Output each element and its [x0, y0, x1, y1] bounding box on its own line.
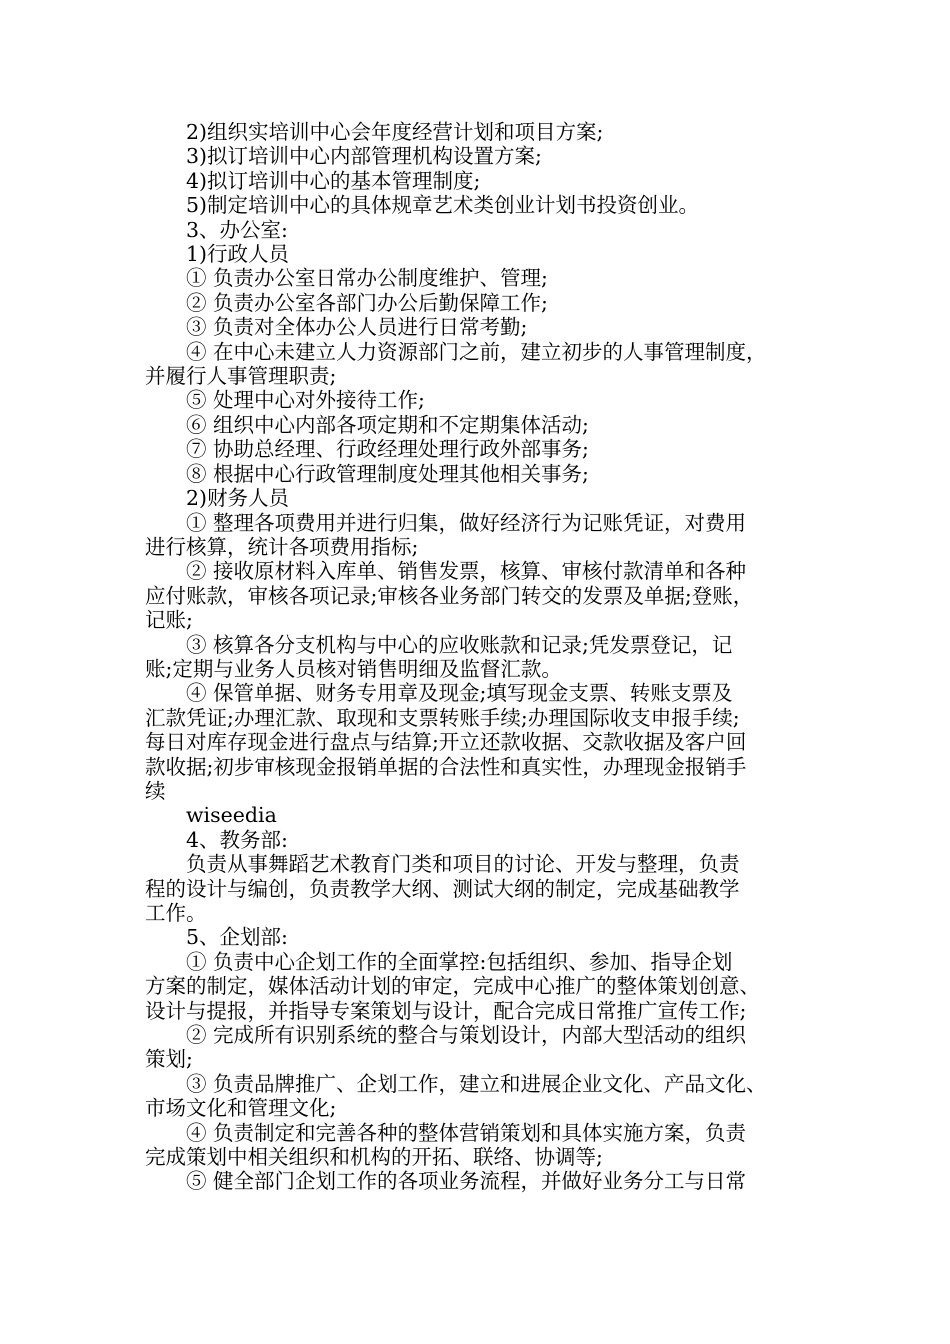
text-line: ② 接收原材料入库单、销售发票，核算、审核付款清单和各种	[186, 559, 747, 584]
text-line: 账;定期与业务人员核对销售明细及监督汇款。	[145, 656, 562, 681]
text-line: ② 完成所有识别系统的整合与策划设计，内部大型活动的组织	[186, 1023, 747, 1048]
text-line: 每日对库存现金进行盘点与结算;开立还款收据、交款收据及客户回	[145, 730, 747, 755]
text-line: ④ 在中心未建立人力资源部门之前，建立初步的人事管理制度，	[186, 339, 767, 364]
text-line: 程的设计与编创，负责教学大纲、测试大纲的制定，完成基础教学	[145, 876, 740, 901]
text-line: 记账;	[145, 608, 193, 633]
text-line: 2)组织实培训中心会年度经营计划和项目方案;	[186, 120, 604, 144]
text-line: ⑤ 健全部门企划工作的各项业务流程，并做好业务分工与日常	[186, 1169, 747, 1194]
text-line: 3)拟订培训中心内部管理机构设置方案;	[186, 144, 542, 169]
text-line: 2)财务人员	[186, 486, 290, 511]
text-line: ③ 负责对全体办公人员进行日常考勤;	[186, 315, 528, 340]
text-line: 续	[145, 778, 166, 803]
text-line: 方案的制定，媒体活动计划的审定，完成中心推广的整体策划创意、	[145, 974, 760, 999]
text-line: 负责从事舞蹈艺术教育门类和项目的讨论、开发与整理，负责	[186, 852, 740, 877]
text-line: 款收据;初步审核现金报销单据的合法性和真实性，办理现金报销手	[145, 754, 747, 779]
text-line: ⑧ 根据中心行政管理制度处理其他相关事务;	[186, 461, 589, 486]
text-line: 工作。	[145, 901, 207, 925]
text-line: 市场文化和管理文化;	[145, 1096, 337, 1121]
text-line: ⑦ 协助总经理、行政经理处理行政外部事务;	[186, 437, 589, 462]
text-line: ③ 核算各分支机构与中心的应收账款和记录;凭发票登记，记	[186, 632, 733, 657]
text-line: 并履行人事管理职责;	[145, 364, 337, 389]
text-line: ① 负责中心企划工作的全面掌控:包括组织、参加、指导企划	[186, 949, 733, 974]
text-line: ④ 保管单据、财务专用章及现金;填写现金支票、转账支票及	[186, 681, 733, 706]
text-line: ① 整理各项费用并进行归集，做好经济行为记账凭证，对费用	[186, 510, 747, 535]
text-line: 进行核算，统计各项费用指标;	[145, 534, 419, 559]
text-line: ⑥ 组织中心内部各项定期和不定期集体活动;	[186, 412, 589, 437]
text-line: ③ 负责品牌推广、企划工作，建立和进展企业文化、产品文化、	[186, 1071, 767, 1096]
text-line: 应付账款，审核各项记录;审核各业务部门转交的发票及单据;登账，	[145, 583, 754, 608]
text-line: 4)拟订培训中心的基本管理制度;	[186, 168, 481, 193]
text-line: ④ 负责制定和完善各种的整体营销策划和具体实施方案，负责	[186, 1120, 747, 1145]
text-line: 4、教务部:	[186, 827, 288, 852]
text-line: 3、办公室:	[186, 217, 288, 242]
text-line: ① 负责办公室日常办公制度维护、管理;	[186, 266, 548, 291]
text-line: 5)制定培训中心的具体规章艺术类创业计划书投资创业。	[186, 193, 700, 218]
text-line: 设计与提报，并指导专案策划与设计，配合完成日常推广宣传工作;	[145, 998, 747, 1023]
text-line: 策划;	[145, 1047, 193, 1072]
text-line: wiseedia	[186, 803, 277, 828]
text-line: 1)行政人员	[186, 242, 290, 267]
text-line: ⑤ 处理中心对外接待工作;	[186, 388, 425, 413]
text-line: 汇款凭证;办理汇款、取现和支票转账手续;办理国际收支申报手续;	[145, 705, 740, 730]
text-line: 5、企划部:	[186, 925, 288, 950]
text-line: ② 负责办公室各部门办公后勤保障工作;	[186, 290, 548, 315]
text-line: 完成策划中相关组织和机构的开拓、联络、协调等;	[145, 1145, 603, 1170]
